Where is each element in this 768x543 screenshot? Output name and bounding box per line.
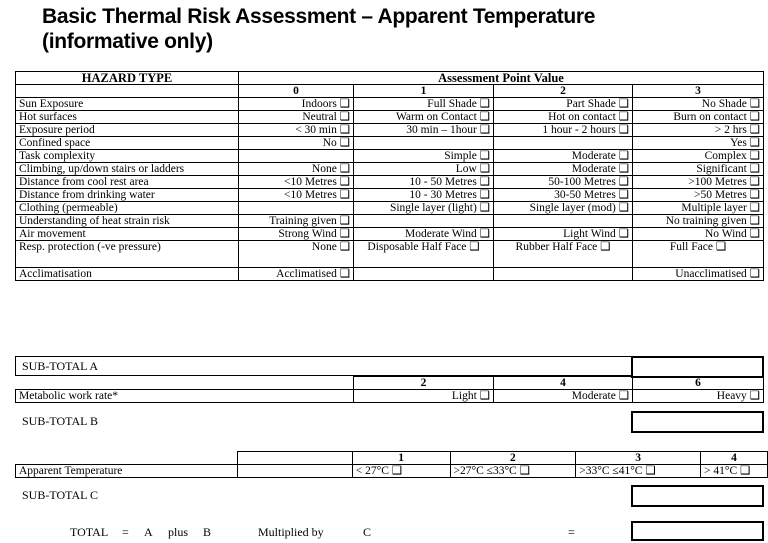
point-option-0[interactable]: < 30 min ❑ [239,124,354,137]
apparent-value: 1 [352,452,450,465]
point-option-0 [239,202,354,215]
table-row [16,137,764,150]
point-option-1[interactable]: Full Shade ❑ [354,98,494,111]
point-option-3[interactable]: Burn on contact ❑ [633,111,764,124]
assessment-point-header: Assessment Point Value [239,72,764,85]
point-option-3[interactable]: No Shade ❑ [633,98,764,111]
hazard-type-cell: Distance from drinking water [16,189,239,202]
point-option-0[interactable]: None ❑ [239,241,354,268]
apparent-temperature-table [15,451,768,478]
point-option-1 [354,268,494,281]
point-option-1[interactable]: Single layer (light) ❑ [354,202,494,215]
hazard-type-cell: Understanding of heat strain risk [16,215,239,228]
point-option-1[interactable]: Simple ❑ [354,150,494,163]
title-line-2: (informative only) [42,30,213,53]
page-title [42,4,595,54]
metabolic-label: Metabolic work rate* [16,390,354,403]
point-option-2 [494,215,633,228]
table-row [16,215,764,228]
point-option-3[interactable]: Significant ❑ [633,163,764,176]
point-option-3[interactable]: Complex ❑ [633,150,764,163]
table-header-row [16,72,764,85]
metabolic-option-moderate[interactable]: Moderate ❑ [494,390,633,403]
point-option-3[interactable]: >50 Metres ❑ [633,189,764,202]
point-option-3[interactable]: Unacclimatised ❑ [633,268,764,281]
hazard-type-cell: Clothing (permeable) [16,202,239,215]
table-row [16,228,764,241]
point-option-1[interactable]: Warm on Contact ❑ [354,111,494,124]
table-row [16,189,764,202]
hazard-type-cell: Confined space [16,137,239,150]
point-value-1: 1 [354,85,494,98]
apparent-value: 3 [576,452,701,465]
total-a: A [144,525,153,539]
apparent-value: 2 [450,452,576,465]
table-row [16,202,764,215]
table-row [16,176,764,189]
table-row [16,163,764,176]
point-option-2[interactable]: 30-50 Metres ❑ [494,189,633,202]
point-option-0[interactable]: <10 Metres ❑ [239,189,354,202]
subtotal-b-box[interactable] [631,411,764,433]
point-option-2 [494,137,633,150]
point-option-1[interactable]: 10 - 50 Metres ❑ [354,176,494,189]
point-option-1[interactable]: 10 - 30 Metres ❑ [354,189,494,202]
total-box[interactable] [631,521,764,541]
point-option-2[interactable]: Hot on contact ❑ [494,111,633,124]
apparent-option-1[interactable]: < 27°C ❑ [352,465,450,478]
total-plus: plus [168,525,189,539]
apparent-values-row [16,452,768,465]
apparent-row [16,465,768,478]
point-option-2[interactable]: Rubber Half Face ❑ [494,241,633,268]
metabolic-values-row [16,377,764,390]
apparent-option-3[interactable]: >33°C ≤41°C ❑ [576,465,701,478]
empty-cell [16,377,354,390]
subtotal-a-label: SUB-TOTAL A [22,359,99,373]
hazard-type-cell: Climbing, up/down stairs or ladders [16,163,239,176]
table-row [16,111,764,124]
apparent-option-2[interactable]: >27°C ≤33°C ❑ [450,465,576,478]
point-option-3[interactable]: > 2 hrs ❑ [633,124,764,137]
title-line-1: Basic Thermal Risk Assessment – Apparent Temperature [42,5,596,28]
total-label: TOTAL [70,525,109,539]
point-option-0[interactable]: Acclimatised ❑ [239,268,354,281]
empty-cell [16,452,238,465]
hazard-type-cell: Resp. protection (-ve pressure) [16,241,239,268]
subtotal-c-label: SUB-TOTAL C [22,488,99,502]
point-option-1 [354,215,494,228]
point-option-0[interactable]: No ❑ [239,137,354,150]
metabolic-value: 6 [633,377,764,390]
point-option-0 [239,150,354,163]
empty-cell [238,452,352,465]
hazard-table [15,71,764,281]
hazard-type-cell: Air movement [16,228,239,241]
metabolic-value: 2 [354,377,494,390]
point-value-0: 0 [239,85,354,98]
metabolic-row [16,390,764,403]
total-multiplied: Multiplied by [258,525,324,539]
table-row [16,124,764,137]
table-row [16,268,764,281]
hazard-type-cell: Acclimatisation [16,268,239,281]
point-option-3[interactable]: Multiple layer ❑ [633,202,764,215]
point-option-2[interactable]: Light Wind ❑ [494,228,633,241]
point-option-3[interactable]: No Wind ❑ [633,228,764,241]
hazard-type-cell: Exposure period [16,124,239,137]
hazard-type-cell: Hot surfaces [16,111,239,124]
point-option-2[interactable]: Part Shade ❑ [494,98,633,111]
point-option-2 [494,268,633,281]
point-option-0[interactable]: None ❑ [239,163,354,176]
point-option-3[interactable]: >100 Metres ❑ [633,176,764,189]
subtotal-a-box[interactable] [631,356,764,378]
point-option-1 [354,137,494,150]
point-option-1[interactable]: Moderate Wind ❑ [354,228,494,241]
total-result-equals: = [568,525,575,539]
point-option-0[interactable]: Strong Wind ❑ [239,228,354,241]
total-b: B [203,525,212,539]
point-option-2[interactable]: 1 hour - 2 hours ❑ [494,124,633,137]
metabolic-table [15,376,764,403]
empty-cell [238,465,352,478]
hazard-type-cell: Distance from cool rest area [16,176,239,189]
point-option-1[interactable]: Low ❑ [354,163,494,176]
apparent-label: Apparent Temperature [16,465,238,478]
table-row [16,241,764,268]
hazard-type-header: HAZARD TYPE [16,72,239,85]
metabolic-value: 4 [494,377,633,390]
divider [15,356,16,376]
point-option-2[interactable]: Moderate ❑ [494,163,633,176]
point-option-0[interactable]: Neutral ❑ [239,111,354,124]
metabolic-option-light[interactable]: Light ❑ [354,390,494,403]
divider [15,356,632,357]
hazard-type-cell: Task complexity [16,150,239,163]
total-equals: = [122,525,129,539]
point-option-2[interactable]: Moderate ❑ [494,150,633,163]
table-row [16,150,764,163]
empty-cell [16,85,239,98]
point-option-0[interactable]: Training given ❑ [239,215,354,228]
metabolic-option-heavy[interactable]: Heavy ❑ [633,390,764,403]
point-option-1[interactable]: Disposable Half Face ❑ [354,241,494,268]
point-option-0[interactable]: Indoors ❑ [239,98,354,111]
hazard-type-cell: Sun Exposure [16,98,239,111]
point-values-row [16,85,764,98]
apparent-value: 4 [701,452,768,465]
point-option-3[interactable]: No training given ❑ [633,215,764,228]
apparent-option-4[interactable]: > 41°C ❑ [701,465,768,478]
table-row [16,98,764,111]
point-option-1[interactable]: 30 min – 1hour ❑ [354,124,494,137]
point-option-2[interactable]: 50-100 Metres ❑ [494,176,633,189]
point-option-3[interactable]: Yes ❑ [633,137,764,150]
point-value-2: 2 [494,85,633,98]
point-option-3[interactable]: Full Face ❑ [633,241,764,268]
total-c: C [363,525,372,539]
point-value-3: 3 [633,85,764,98]
subtotal-c-box[interactable] [631,485,764,507]
subtotal-b-label: SUB-TOTAL B [22,414,99,428]
point-option-2[interactable]: Single layer (mod) ❑ [494,202,633,215]
point-option-0[interactable]: <10 Metres ❑ [239,176,354,189]
